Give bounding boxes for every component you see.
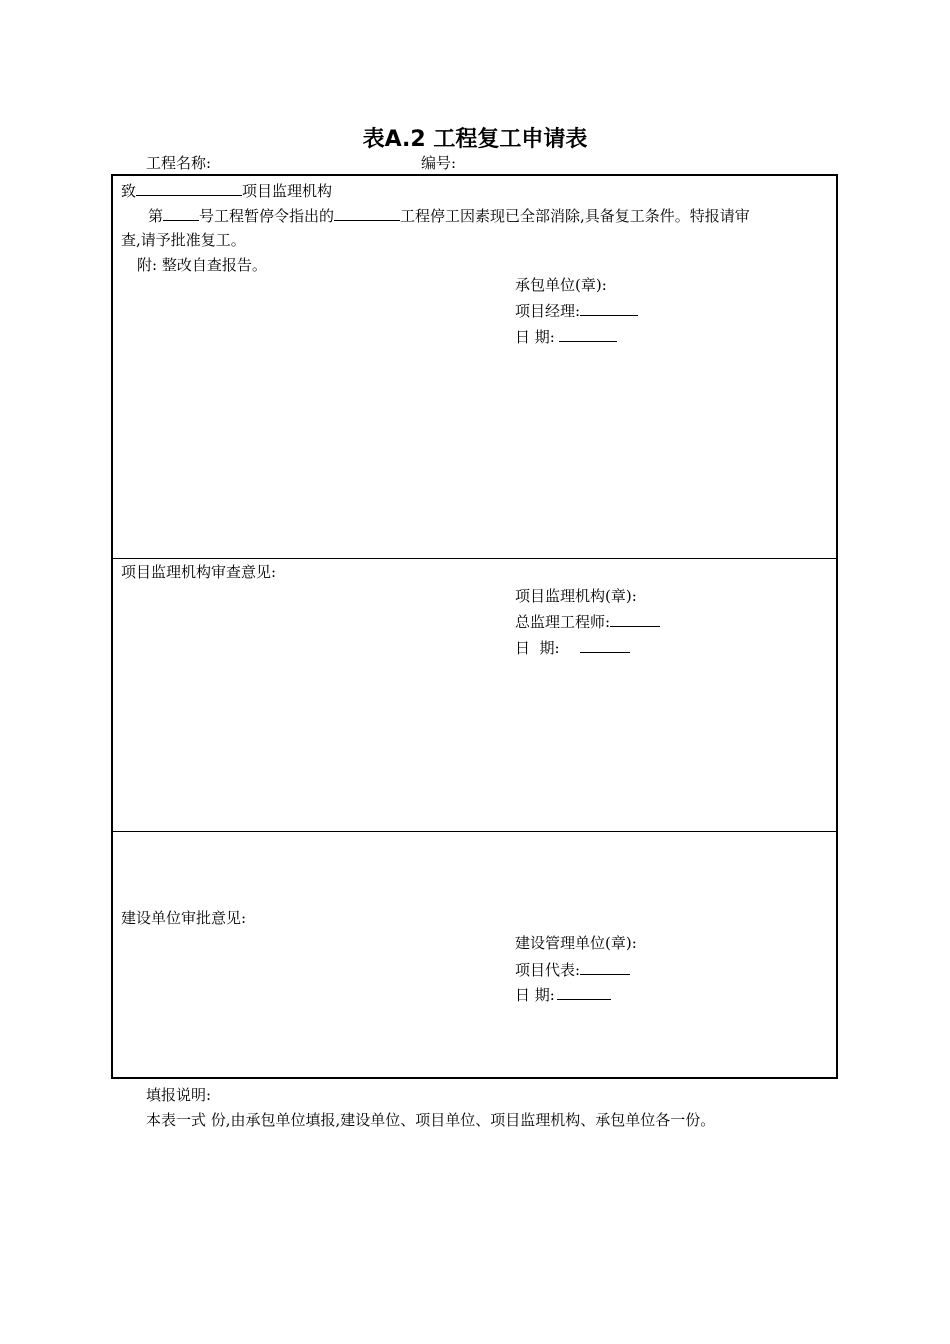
addressee-prefix: 致 <box>121 182 137 200</box>
chief-engineer-label: 总监理工程师: <box>515 613 611 631</box>
section-divider <box>113 831 836 832</box>
supervision-date-line <box>515 637 630 658</box>
project-manager-blank[interactable] <box>580 300 638 316</box>
owner-opinion-heading: 建设单位审批意见: <box>121 909 247 927</box>
project-rep-label: 项目代表: <box>515 961 581 979</box>
attachment-note: 附: 整改自查报告。 <box>137 256 267 274</box>
supervision-seal-label: 项目监理机构(章): <box>515 587 637 605</box>
project-name-label: 工程名称: <box>146 154 212 172</box>
request-body-line1 <box>148 205 750 226</box>
body-middle: 号工程暂停令指出的 <box>199 207 335 225</box>
addressee-line <box>121 180 332 201</box>
application-form-table <box>111 174 838 1079</box>
project-manager-line <box>515 300 638 321</box>
owner-date-blank[interactable] <box>557 984 611 1000</box>
contractor-date-blank[interactable] <box>559 326 617 342</box>
owner-date-line <box>515 984 611 1005</box>
supervision-opinion-heading: 项目监理机构审查意见: <box>121 563 277 581</box>
contractor-date-label: 日 期: <box>515 328 555 346</box>
supervision-date-label: 日 期: <box>515 639 560 657</box>
project-rep-blank[interactable] <box>580 959 630 975</box>
addressee-suffix: 项目监理机构 <box>242 182 333 200</box>
body-suffix: 工程停工因素现已全部消除,具备复工条件。特报请审 <box>400 207 750 225</box>
body-prefix: 第 <box>148 207 164 225</box>
notes-text: 本表一式 份,由承包单位填报,建设单位、项目单位、项目监理机构、承包单位各一份。 <box>146 1111 716 1129</box>
chief-engineer-blank[interactable] <box>610 611 660 627</box>
contractor-seal-label: 承包单位(章): <box>515 276 607 294</box>
number-label: 编号: <box>421 154 457 172</box>
order-number-blank[interactable] <box>163 205 199 221</box>
chief-engineer-line <box>515 611 660 632</box>
owner-date-label: 日 期: <box>515 986 555 1004</box>
form-title: 表A.2 工程复工申请表 <box>362 127 588 152</box>
work-item-blank[interactable] <box>334 205 400 221</box>
request-body-line2: 查,请予批准复工。 <box>121 231 246 249</box>
project-manager-label: 项目经理: <box>515 302 581 320</box>
section-divider <box>113 558 836 559</box>
notes-heading: 填报说明: <box>146 1086 212 1104</box>
contractor-date-line <box>515 326 617 347</box>
addressee-blank[interactable] <box>136 180 242 196</box>
project-rep-line <box>515 959 630 980</box>
supervision-date-blank[interactable] <box>580 637 630 653</box>
owner-seal-label: 建设管理单位(章): <box>515 934 637 952</box>
